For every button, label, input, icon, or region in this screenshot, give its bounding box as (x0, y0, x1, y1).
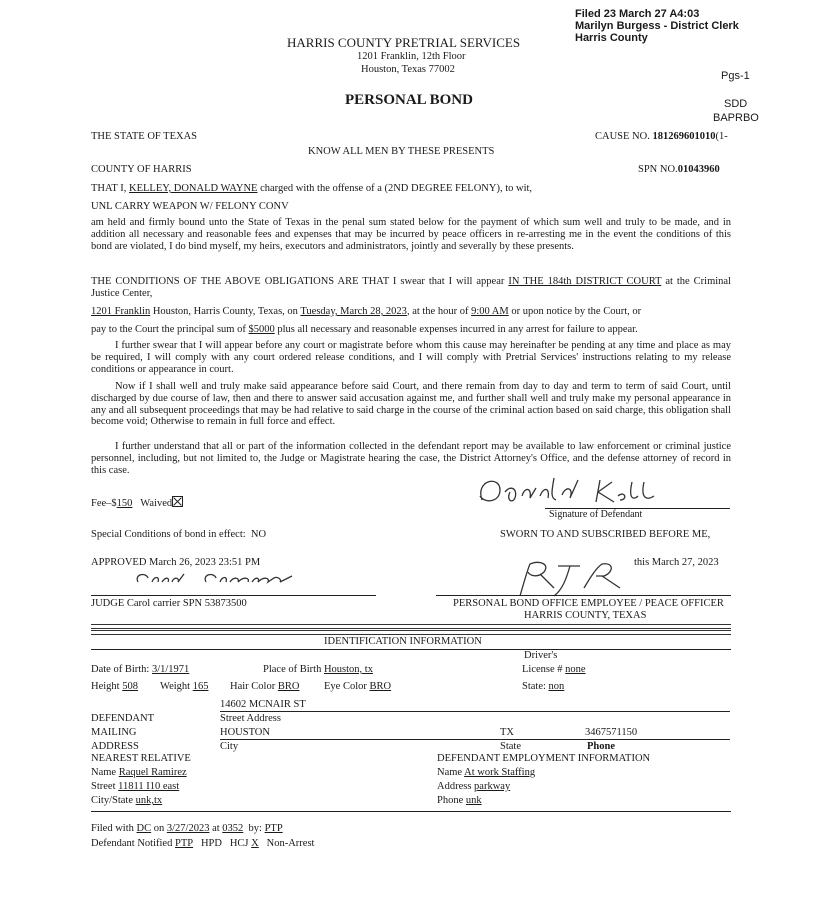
waived-checkbox (172, 496, 183, 507)
approved-line: APPROVED March 26, 2023 23:51 PM (91, 557, 261, 568)
filed-line: Filed with DC on 3/27/2023 at 0352 by: PTP (91, 823, 283, 834)
condition-void-text: Now if I shall well and truly make said appearance before said Court, and there remain from day to day and term to term of said Court, until discharged by due course of law, then and there to answer said accusation against me, and further shall well and truly make my personal appearance in any and all subsequent proceedings that may be had relative to said charge in the course of the criminal action based on said charge, this obligation shall become void; Otherwise to remain in full force and effect. (91, 381, 731, 428)
conditions-text: THE CONDITIONS OF THE ABOVE OBLIGATIONS ARE THAT I swear that I will appear IN THE 184th DISTRICT COURT at the Criminal Justice Center, (91, 276, 732, 299)
employment-title: DEFENDANT EMPLOYMENT INFORMATION (437, 753, 651, 764)
filed-stamp-line1: Filed 23 March 27 A4:03 (575, 8, 700, 20)
signature-label: Signature of Defendant (549, 509, 643, 520)
agency-address-2: Houston, Texas 77002 (361, 64, 455, 75)
state-value: TX (500, 727, 514, 738)
section-divider (91, 624, 731, 629)
city-rule (220, 739, 730, 740)
state-of-texas: THE STATE OF TEXAS (91, 131, 198, 142)
employer-name: Name At work Staffing (437, 767, 536, 778)
weight: Weight 165 (160, 681, 209, 692)
phone-label: Phone (587, 741, 616, 752)
address-label: ADDRESS (91, 741, 139, 752)
employer-address: Address parkway (437, 781, 511, 792)
information-notice-text: I further understand that all or part of the information collected in the defendant report may be available to law enforcement or criminal justice personnel, including, but not limited to, the Judge or Magistrate hearing the case, the District Attorney's Office, and the defense attorney of record in this case. (91, 441, 731, 476)
eye-color: Eye Color BRO (324, 681, 392, 692)
relative-city: City/State unk,tx (91, 795, 163, 806)
mailing-label: MAILING (91, 727, 137, 738)
city-label: City (220, 741, 239, 752)
street-rule (220, 711, 730, 712)
filed-stamp-line3: Harris County (575, 32, 648, 44)
sworn-date: this March 27, 2023 (634, 557, 719, 568)
fee-line: Fee–$150 Waived (91, 496, 183, 509)
defendant-name: KELLEY, DONALD WAYNE (129, 183, 258, 194)
license-state: State: non (522, 681, 565, 692)
spn-number: SPN NO.01043960 (638, 164, 720, 175)
street-address-value: 14602 MCNAIR ST (220, 699, 306, 710)
judge-rule (91, 595, 376, 596)
bond-obligation-text: am held and firmly bound unto the State of Texas in the penal sum stated below for the payment of which sum well and truly to be made, and in addition all necessary and reasonable fees and expenses that may be incurred by peace officers in re-arresting me in the event the conditions of this bond are violated, I do bind myself, my heirs, executors and administrators, jointly and severally by these presents. (91, 217, 731, 252)
license-number: License # none (522, 664, 586, 675)
appear-oath-text: I further swear that I will appear before any court or magistrate before whom this cause may hereinafter be pending at any time and place as may be required, I will comply with any court ordered release conditions, and I will comply with Pretrial Services' instructions relating to my release conditions or appearance in court. (91, 340, 731, 375)
know-all-men: KNOW ALL MEN BY THESE PRESENTS (308, 146, 495, 157)
relative-name: Name Raquel Ramirez (91, 767, 187, 778)
section-divider-2 (91, 630, 731, 635)
cause-number: CAUSE NO. 181269601010(1- (595, 131, 728, 142)
relative-street: Street 11811 I10 east (91, 781, 180, 792)
filing-rule (91, 811, 731, 812)
agency-name: HARRIS COUNTY PRETRIAL SERVICES (287, 35, 521, 50)
filed-stamp-line2: Marilyn Burgess - District Clerk (575, 20, 739, 32)
stamp-code-2: BAPRBO (713, 112, 759, 124)
state-label: State (500, 741, 521, 752)
identification-title: IDENTIFICATION INFORMATION (324, 636, 482, 647)
nearest-relative-title: NEAREST RELATIVE (91, 753, 191, 764)
stamp-code-1: SDD (724, 98, 748, 110)
payment-line: pay to the Court the principal sum of $5000 plus all necessary and reasonable expenses incurred in any arrest for failure to appear. (91, 324, 638, 335)
agency-address-1: 1201 Franklin, 12th Floor (357, 51, 466, 62)
hair-color: Hair Color BRO (230, 681, 300, 692)
appearance-line: 1201 Franklin Houston, Harris County, Texas, on Tuesday, March 28, 2023, at the hour of 9:00 AM or upon notice by the Court, or (91, 306, 642, 317)
judge-signature (132, 570, 302, 592)
notified-line: Defendant Notified PTP HPD HCJ X Non-Arrest (91, 838, 315, 849)
street-address-label: Street Address (220, 713, 281, 724)
page-title: PERSONAL BOND (345, 92, 473, 108)
height: Height 508 (91, 681, 138, 692)
date-of-birth: Date of Birth: 3/1/1971 (91, 664, 190, 675)
officer-title-1: PERSONAL BOND OFFICE EMPLOYEE / PEACE OFFICER (453, 598, 724, 609)
phone-value: 3467571150 (585, 727, 638, 738)
defendant-label: DEFENDANT (91, 713, 154, 724)
county-of-harris: COUNTY OF HARRIS (91, 164, 192, 175)
judge-line: JUDGE Carol carrier SPN 53873500 (91, 598, 247, 609)
drivers-label: Driver's (524, 650, 558, 661)
place-of-birth: Place of Birth Houston, tx (263, 664, 373, 675)
city-value: HOUSTON (220, 727, 270, 738)
officer-signature (510, 558, 630, 600)
officer-rule (436, 595, 731, 596)
page-count: Pgs-1 (721, 70, 750, 82)
sworn-line: SWORN TO AND SUBSCRIBED BEFORE ME, (500, 529, 711, 540)
officer-title-2: HARRIS COUNTY, TEXAS (524, 610, 647, 621)
charge-line: THAT I, KELLEY, DONALD WAYNE charged with the offense of a (2ND DEGREE FELONY), to wit, (91, 183, 533, 194)
employer-phone: Phone unk (437, 795, 482, 806)
identification-rule (91, 649, 731, 650)
offense: UNL CARRY WEAPON W/ FELONY CONV (91, 201, 289, 212)
special-conditions: Special Conditions of bond in effect: NO (91, 529, 267, 540)
